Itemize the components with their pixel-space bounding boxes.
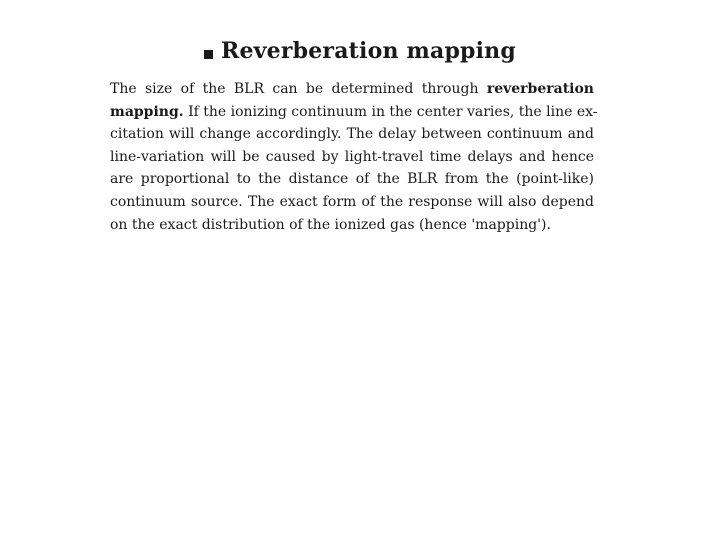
paragraph-line	[110, 123, 594, 146]
paragraph-line	[110, 101, 598, 124]
line-text: line-variation will be caused by light-travel time delays and hence	[110, 148, 594, 165]
line-text: citation will change accordingly. The delay between continuum and	[110, 126, 594, 143]
line-text: on the exact distribution of the ionized gas (hence 'mapping').	[110, 216, 551, 233]
paragraph-line	[110, 168, 594, 191]
line-text: continuum source. The exact form of the response will also depend	[110, 193, 594, 210]
line-text: The size of the BLR can be determined through	[110, 81, 487, 97]
heading-title: Reverberation mapping	[221, 38, 516, 64]
body-paragraph	[110, 78, 598, 236]
paragraph-line	[110, 78, 594, 101]
paragraph-line	[110, 214, 594, 237]
square-bullet-icon	[204, 50, 213, 59]
bold-term: reverberation	[486, 81, 594, 97]
slide-heading	[204, 38, 516, 64]
line-text: are proportional to the distance of the BLR from the (point-like)	[110, 171, 594, 188]
line-text: If the ionizing continuum in the center varies, the line ex-	[183, 103, 598, 120]
bold-term: mapping.	[110, 103, 184, 120]
paragraph-line	[110, 146, 594, 169]
paragraph-line	[110, 191, 594, 214]
